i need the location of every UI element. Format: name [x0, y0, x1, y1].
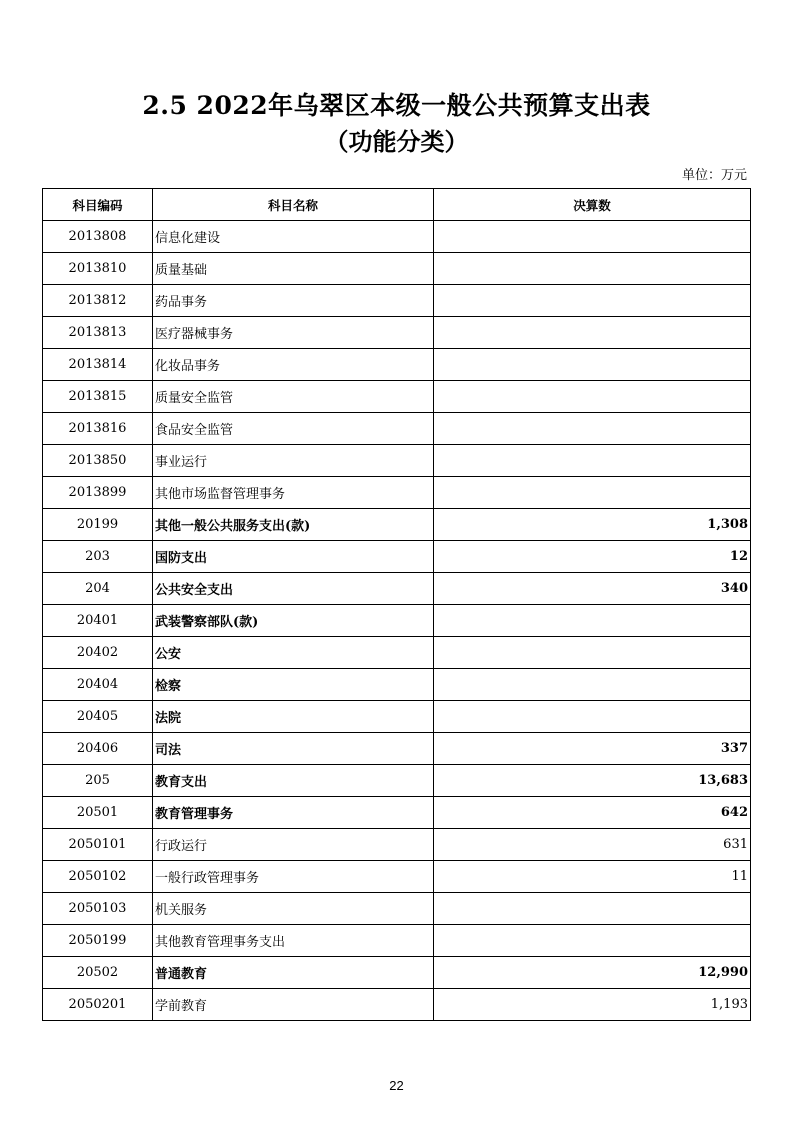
header-name: 科目名称 [153, 189, 434, 221]
cell-amount [434, 893, 751, 925]
page-number: 22 [389, 1078, 404, 1093]
cell-code: 2013812 [43, 285, 153, 317]
cell-name: 其他一般公共服务支出(款) [153, 509, 434, 541]
table-row [43, 701, 751, 733]
cell-amount: 631 [434, 829, 751, 861]
cell-name: 检察 [153, 669, 434, 701]
table-row [43, 797, 751, 829]
cell-name: 一般行政管理事务 [153, 861, 434, 893]
cell-name: 质量安全监管 [153, 381, 434, 413]
table-row [43, 445, 751, 477]
cell-amount [434, 413, 751, 445]
cell-name: 其他市场监督管理事务 [153, 477, 434, 509]
cell-amount [434, 445, 751, 477]
cell-name: 行政运行 [153, 829, 434, 861]
table-row [43, 957, 751, 989]
cell-code: 204 [43, 573, 153, 605]
cell-amount [434, 317, 751, 349]
table-row [43, 765, 751, 797]
cell-name: 公安 [153, 637, 434, 669]
cell-name: 其他教育管理事务支出 [153, 925, 434, 957]
cell-amount: 12,990 [434, 957, 751, 989]
cell-name: 教育管理事务 [153, 797, 434, 829]
unit-label: 单位：万元 [681, 168, 747, 183]
cell-name: 药品事务 [153, 285, 434, 317]
header-amount: 决算数 [434, 189, 751, 221]
cell-code: 2013814 [43, 349, 153, 381]
cell-amount [434, 637, 751, 669]
cell-name: 食品安全监管 [153, 413, 434, 445]
cell-amount [434, 285, 751, 317]
cell-code: 20502 [43, 957, 153, 989]
cell-amount [434, 253, 751, 285]
cell-code: 2050103 [43, 893, 153, 925]
cell-code: 20401 [43, 605, 153, 637]
table-row [43, 925, 751, 957]
cell-amount [434, 605, 751, 637]
table-row [43, 509, 751, 541]
table-row [43, 829, 751, 861]
cell-code: 2050199 [43, 925, 153, 957]
table-row [43, 349, 751, 381]
table-row [43, 733, 751, 765]
page-subtitle: （功能分类） [324, 127, 469, 156]
cell-code: 20404 [43, 669, 153, 701]
cell-amount: 1,308 [434, 509, 751, 541]
cell-code: 2013813 [43, 317, 153, 349]
table-row [43, 317, 751, 349]
table-row [43, 637, 751, 669]
cell-code: 20501 [43, 797, 153, 829]
cell-name: 学前教育 [153, 989, 434, 1021]
cell-name: 国防支出 [153, 541, 434, 573]
table-row [43, 413, 751, 445]
cell-amount [434, 477, 751, 509]
cell-code: 2013816 [43, 413, 153, 445]
cell-code: 205 [43, 765, 153, 797]
cell-amount [434, 669, 751, 701]
table-row [43, 893, 751, 925]
table-row [43, 861, 751, 893]
table-body [43, 221, 751, 1021]
cell-amount: 13,683 [434, 765, 751, 797]
table-row [43, 381, 751, 413]
cell-code: 2013808 [43, 221, 153, 253]
table-row [43, 285, 751, 317]
cell-name: 武装警察部队(款) [153, 605, 434, 637]
cell-name: 质量基础 [153, 253, 434, 285]
cell-code: 2050201 [43, 989, 153, 1021]
cell-name: 公共安全支出 [153, 573, 434, 605]
cell-name: 司法 [153, 733, 434, 765]
cell-amount: 337 [434, 733, 751, 765]
cell-amount: 1,193 [434, 989, 751, 1021]
table-header-row [43, 189, 751, 221]
cell-code: 203 [43, 541, 153, 573]
cell-name: 信息化建设 [153, 221, 434, 253]
cell-code: 2013810 [43, 253, 153, 285]
cell-code: 20199 [43, 509, 153, 541]
table-row [43, 541, 751, 573]
cell-name: 医疗器械事务 [153, 317, 434, 349]
page-title: 2.5 2022年乌翠区本级一般公共预算支出表 [142, 91, 651, 120]
cell-amount: 642 [434, 797, 751, 829]
table-row [43, 669, 751, 701]
cell-code: 20402 [43, 637, 153, 669]
table-row [43, 989, 751, 1021]
cell-amount [434, 701, 751, 733]
cell-name: 机关服务 [153, 893, 434, 925]
table-row [43, 221, 751, 253]
cell-name: 普通教育 [153, 957, 434, 989]
cell-code: 2013850 [43, 445, 153, 477]
cell-name: 事业运行 [153, 445, 434, 477]
cell-amount: 340 [434, 573, 751, 605]
cell-name: 化妆品事务 [153, 349, 434, 381]
cell-amount [434, 221, 751, 253]
table-row [43, 573, 751, 605]
cell-amount [434, 925, 751, 957]
cell-amount [434, 349, 751, 381]
cell-amount: 11 [434, 861, 751, 893]
cell-code: 2050101 [43, 829, 153, 861]
budget-table [42, 188, 751, 1021]
table-row [43, 253, 751, 285]
cell-amount [434, 381, 751, 413]
table-row [43, 477, 751, 509]
cell-code: 2050102 [43, 861, 153, 893]
header-code: 科目编码 [43, 189, 153, 221]
cell-code: 2013899 [43, 477, 153, 509]
cell-name: 法院 [153, 701, 434, 733]
cell-amount: 12 [434, 541, 751, 573]
cell-code: 20406 [43, 733, 153, 765]
cell-code: 2013815 [43, 381, 153, 413]
table-row [43, 605, 751, 637]
cell-name: 教育支出 [153, 765, 434, 797]
cell-code: 20405 [43, 701, 153, 733]
